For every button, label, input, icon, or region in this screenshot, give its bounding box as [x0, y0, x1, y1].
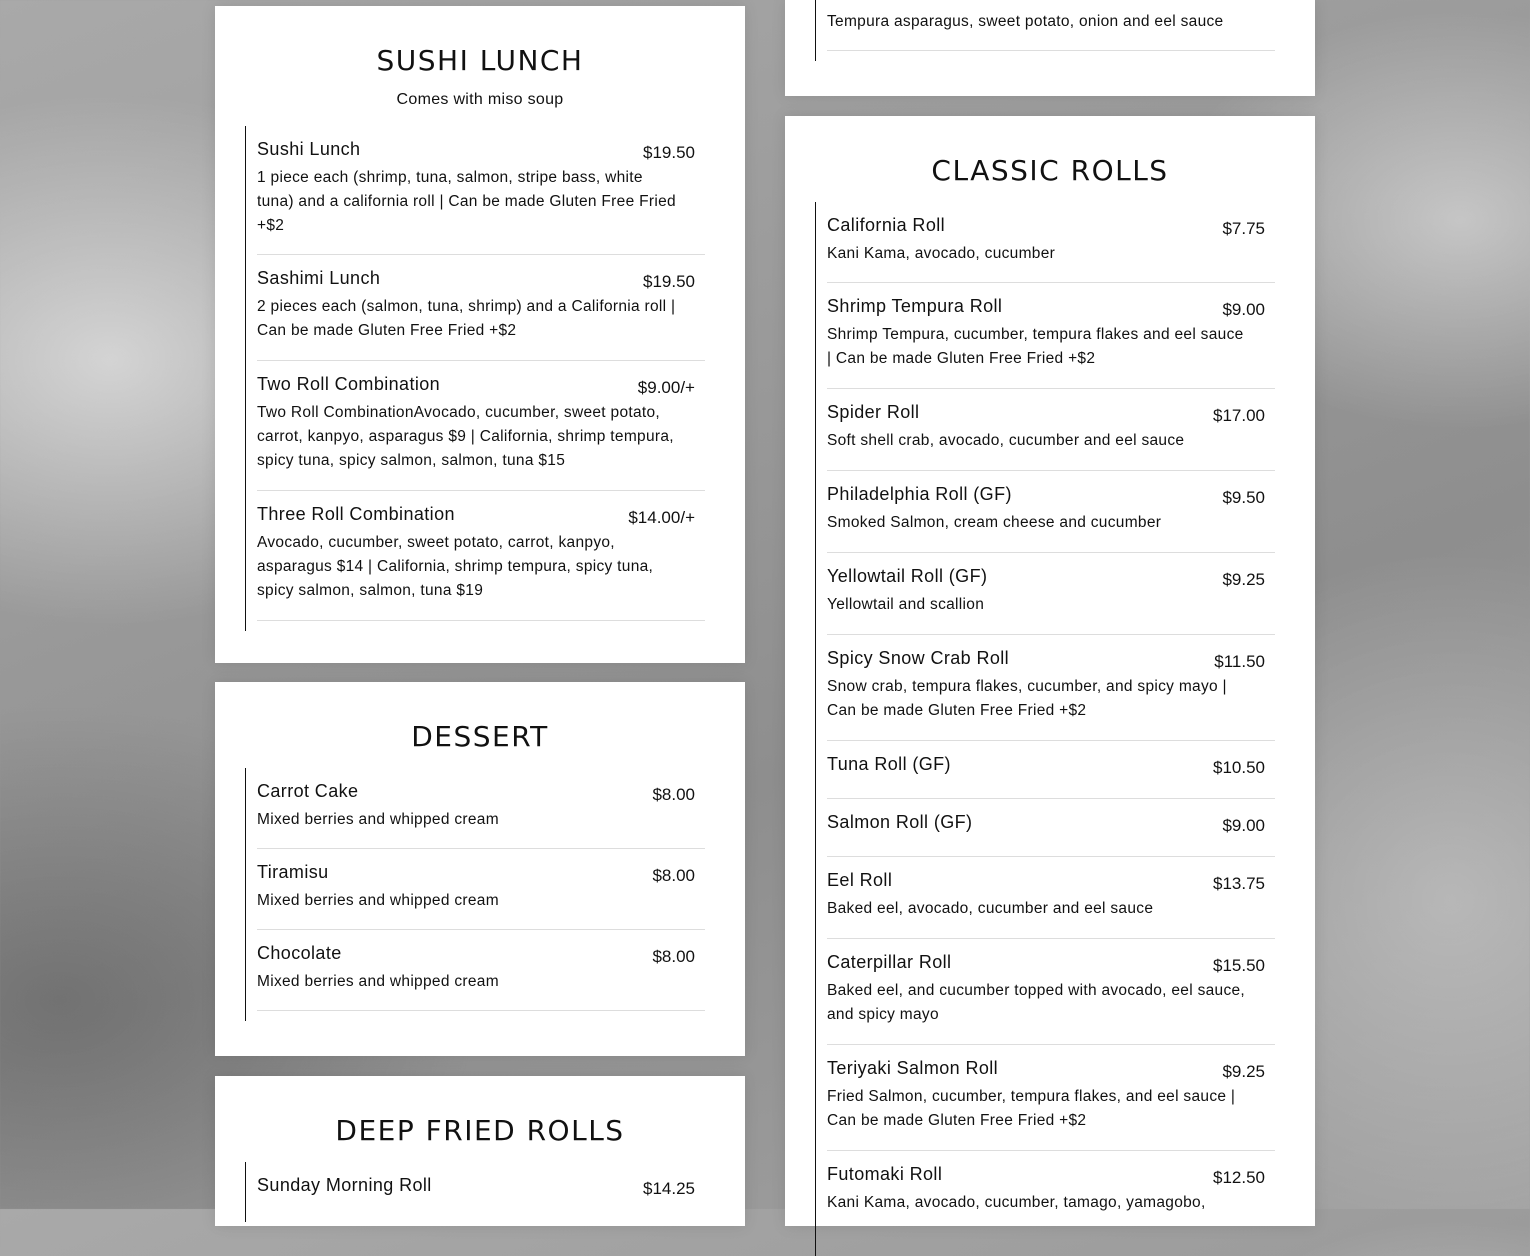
item-description: Kani Kama, avocado, cucumber, tamago, yamagobo,	[827, 1194, 1206, 1211]
menu-item	[257, 849, 705, 930]
menu-item	[827, 635, 1275, 741]
item-name: Yellowtail Roll (GF)	[827, 566, 988, 586]
item-name: Carrot Cake	[257, 781, 359, 801]
classic-rolls-card	[785, 116, 1315, 1226]
item-name: Sushi Lunch	[257, 139, 361, 159]
item-description: Mixed berries and whipped cream	[257, 811, 499, 828]
item-price: $12.50	[1213, 1168, 1265, 1187]
item-description: Soft shell crab, avocado, cucumber and eel sauce	[827, 432, 1185, 449]
item-name: Caterpillar Roll	[827, 952, 952, 972]
item-price: $10.50	[1213, 758, 1265, 777]
menu-item	[827, 799, 1275, 857]
item-name: Tuna Roll (GF)	[827, 754, 951, 774]
item-description: Tempura asparagus, sweet potato, onion and eel sauce	[827, 13, 1224, 30]
item-name: Tiramisu	[257, 862, 329, 882]
menu-list	[245, 126, 705, 631]
item-description: Baked eel, avocado, cucumber and eel sauce	[827, 900, 1154, 917]
item-description: Mixed berries and whipped cream	[257, 973, 499, 990]
menu-item	[257, 255, 705, 361]
item-price: $9.00	[1222, 816, 1265, 835]
menu-item	[827, 741, 1275, 799]
item-price: $14.25	[643, 1179, 695, 1198]
item-price: $7.75	[1222, 219, 1265, 238]
item-description: Smoked Salmon, cream cheese and cucumber	[827, 514, 1162, 531]
menu-list	[245, 768, 705, 1021]
item-name: California Roll	[827, 215, 946, 235]
item-price: $8.00	[652, 866, 695, 885]
item-price: $14.00/+	[628, 508, 695, 527]
menu-list	[245, 1162, 705, 1222]
deep-fried-rolls-card	[215, 1076, 745, 1226]
item-name: Teriyaki Salmon Roll	[827, 1058, 999, 1078]
sushi-lunch-card	[215, 6, 745, 663]
menu-item	[827, 1151, 1275, 1256]
item-name: Sashimi Lunch	[257, 268, 381, 288]
item-price: $8.00	[652, 785, 695, 804]
menu-item	[257, 768, 705, 849]
item-name: Shrimp Tempura Roll	[827, 296, 1003, 316]
item-description: Mixed berries and whipped cream	[257, 892, 499, 909]
menu-item	[827, 471, 1275, 553]
item-price: $8.00	[652, 947, 695, 966]
item-description: Fried Salmon, cucumber, tempura flakes, and eel sauce | Can be made Gluten Free Fried +$2	[827, 1088, 1236, 1129]
item-price: $19.50	[643, 272, 695, 291]
menu-list	[815, 202, 1275, 1256]
item-description: Avocado, cucumber, sweet potato, carrot, kanpyo, asparagus $14 | California, shrimp tempura, spicy tuna, spicy salmon, salmon, tuna $19	[257, 534, 654, 599]
menu-item	[257, 930, 705, 1011]
item-price: $9.00	[1222, 300, 1265, 319]
item-name: Eel Roll	[827, 870, 893, 890]
item-price: $9.25	[1222, 570, 1265, 589]
section-title: DESSERT	[411, 720, 549, 753]
item-name: Spicy Snow Crab Roll	[827, 648, 1010, 668]
item-description: 2 pieces each (salmon, tuna, shrimp) and a California roll | Can be made Gluten Free Fried +$2	[257, 298, 676, 339]
item-price: $13.75	[1213, 874, 1265, 893]
item-price: $11.50	[1214, 652, 1265, 671]
menu-item	[827, 939, 1275, 1045]
item-name: Three Roll Combination	[257, 504, 455, 524]
item-price: $19.50	[643, 143, 695, 162]
menu-item	[827, 283, 1275, 389]
item-price: $17.00	[1213, 406, 1265, 425]
item-price: $9.25	[1222, 1062, 1265, 1081]
menu-item	[257, 491, 705, 621]
item-name: Two Roll Combination	[257, 374, 441, 394]
item-name: Futomaki Roll	[827, 1164, 943, 1184]
menu-item	[827, 389, 1275, 471]
menu-item	[827, 553, 1275, 635]
menu-item	[257, 361, 705, 491]
item-name: Philadelphia Roll (GF)	[827, 484, 1012, 504]
menu-item	[257, 1162, 705, 1222]
section-title: CLASSIC ROLLS	[931, 154, 1169, 187]
section-subtitle: Comes with miso soup	[396, 91, 564, 108]
item-name: Salmon Roll (GF)	[827, 812, 973, 832]
item-name: Sunday Morning Roll	[257, 1175, 432, 1195]
item-description: Two Roll CombinationAvocado, cucumber, sweet potato, carrot, kanpyo, asparagus $9 | California, shrimp tempura, spicy tuna, spicy salmon, salmon, tuna $15	[257, 404, 674, 469]
menu-item	[827, 0, 1275, 51]
item-price: $9.00/+	[637, 378, 695, 397]
item-description: 1 piece each (shrimp, tuna, salmon, stripe bass, white tuna) and a california roll | Can be made Gluten Free Fried +$2	[257, 169, 676, 234]
dessert-card	[215, 682, 745, 1056]
menu-list	[815, 0, 1275, 61]
item-price: $15.50	[1213, 956, 1265, 975]
item-description: Kani Kama, avocado, cucumber	[827, 245, 1056, 262]
menu-item	[827, 857, 1275, 939]
item-description: Baked eel, and cucumber topped with avocado, eel sauce, and spicy mayo	[827, 982, 1246, 1023]
item-name: Chocolate	[257, 943, 342, 963]
item-name: Spider Roll	[827, 402, 920, 422]
item-description: Shrimp Tempura, cucumber, tempura flakes and eel sauce | Can be made Gluten Free Fried +$2	[827, 326, 1244, 367]
previous-section-card	[785, 0, 1315, 96]
section-title: SUSHI LUNCH	[376, 44, 584, 77]
menu-item	[827, 1045, 1275, 1151]
menu-item	[257, 126, 705, 255]
item-description: Snow crab, tempura flakes, cucumber, and spicy mayo | Can be made Gluten Free Fried +$2	[827, 678, 1227, 719]
item-description: Yellowtail and scallion	[827, 596, 985, 613]
item-price: $9.50	[1222, 488, 1265, 507]
section-title: DEEP FRIED ROLLS	[335, 1114, 625, 1147]
menu-item	[827, 202, 1275, 283]
